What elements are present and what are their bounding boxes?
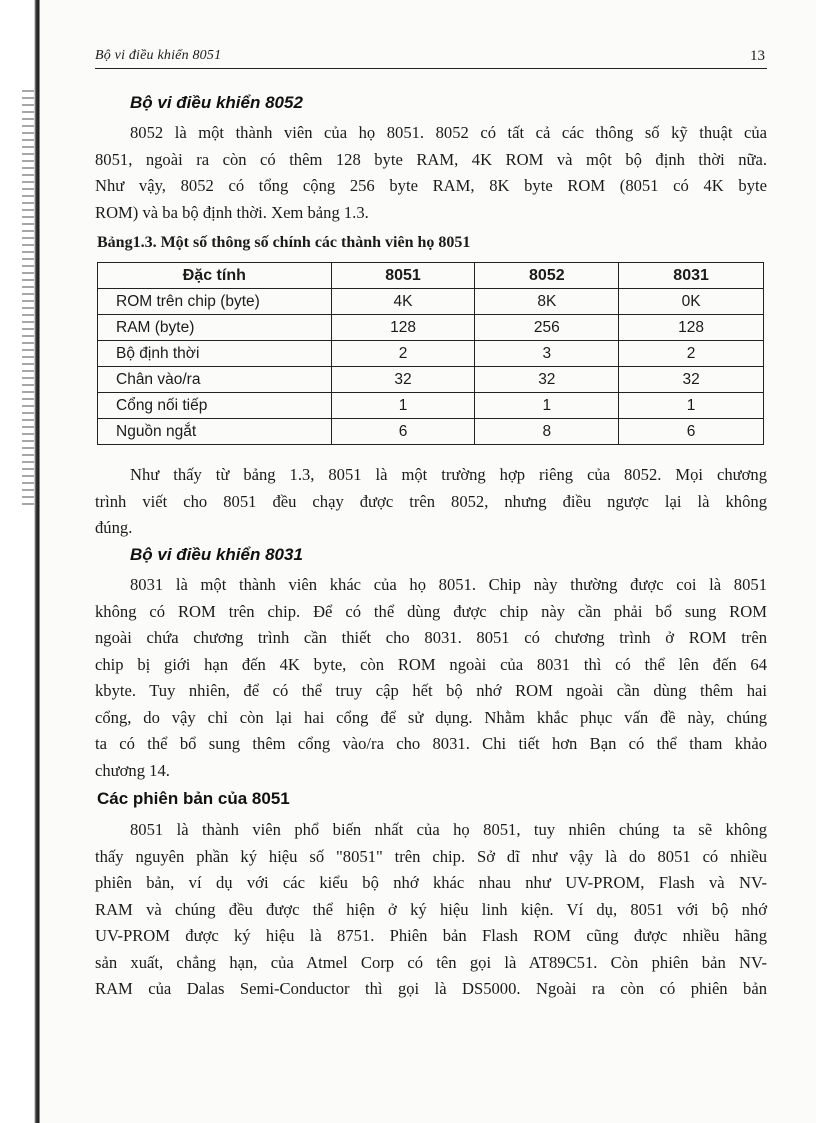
table-cell: 6: [619, 419, 764, 445]
paragraph-line: RAM và chúng đều được thể hiện ở ký hiệu linh kiện. Ví dụ, 8051 với bộ nhớ: [95, 899, 767, 919]
table-cell: 1: [331, 393, 475, 419]
table-cell: 1: [619, 393, 764, 419]
running-title: Bộ vi điều khiển 8051: [95, 48, 222, 63]
table-cell: 3: [475, 341, 619, 367]
table-cell: 128: [619, 315, 764, 341]
paragraph-8052: [95, 120, 767, 226]
paragraph-line: ta có thể bổ sung thêm cổng vào/ra cho 8031. Chi tiết hơn Bạn có thể tham khảo: [95, 734, 767, 753]
table-cell: 2: [619, 341, 764, 367]
table-cell: 0K: [619, 289, 764, 315]
paragraph-line: 8052 là một thành viên của họ 8051. 8052 có tất cả các thông số kỹ thuật của: [130, 123, 767, 142]
table-row: [98, 419, 764, 445]
paragraph-line: 8051 là thành viên phổ biến nhất của họ 8051, tuy nhiên chúng ta sẽ không: [130, 820, 767, 839]
paragraph-versions: [95, 817, 767, 1003]
paragraph-line: kbyte. Tuy nhiên, để có thể truy cập hết bộ nhớ ROM ngoài cần dùng thêm hai: [95, 681, 767, 700]
spec-table: [97, 262, 764, 445]
table-row: [98, 393, 764, 419]
table-cell: Bộ định thời: [98, 341, 332, 367]
table-header-cell: 8052: [475, 263, 619, 289]
table-cell: 256: [475, 315, 619, 341]
table-cell: Nguồn ngắt: [98, 419, 332, 445]
table-row: [98, 315, 764, 341]
table-cell: 32: [331, 367, 475, 393]
table-row: [98, 289, 764, 315]
paragraph-line: Như vậy, 8052 có tổng cộng 256 byte RAM, 8K byte ROM (8051 có 4K byte: [95, 176, 767, 195]
table-header-cell: Đặc tính: [98, 263, 332, 289]
page-number: 13: [750, 48, 765, 64]
paragraph-line: không có ROM trên chip. Để có thể dùng được chip này cần phải bổ sung ROM: [95, 601, 767, 621]
page-header: [95, 46, 767, 69]
paragraph-line: 8051, ngoài ra còn có thêm 128 byte RAM, 4K ROM và một bộ định thời nữa.: [95, 149, 767, 169]
paragraph-line: ngoài chứa chương trình cần thiết cho 8031. 8051 có chương trình ở ROM trên: [95, 628, 767, 647]
table-row: [98, 341, 764, 367]
table-cell: ROM trên chip (byte): [98, 289, 332, 315]
paragraph-line: sản xuất, chẳng hạn, của Atmel Corp có tên gọi là AT89C51. Còn phiên bản NV-: [95, 952, 767, 972]
table-cell: 32: [475, 367, 619, 393]
table-cell: 8K: [475, 289, 619, 315]
paragraph-line: chương 14.: [95, 760, 170, 780]
table-header-row: [98, 263, 764, 289]
heading-versions: Các phiên bản của 8051: [97, 789, 290, 808]
table-cell: Chân vào/ra: [98, 367, 332, 393]
table-caption: Bảng1.3. Một số thông số chính các thành viên họ 8051: [97, 234, 471, 251]
table-cell: Cổng nối tiếp: [98, 393, 332, 419]
heading-8031: Bộ vi điều khiển 8031: [130, 545, 303, 564]
heading-8052: Bộ vi điều khiển 8052: [130, 93, 303, 112]
paragraph-line: cổng, do vậy chỉ còn lại hai cổng để sử dụng. Nhằm khắc phục vấn đề này, chúng: [95, 707, 767, 727]
table-header-cell: 8031: [619, 263, 764, 289]
paragraph-line: Như thấy từ bảng 1.3, 8051 là một trường hợp riêng của 8052. Mọi chương: [130, 465, 767, 484]
table-cell: 128: [331, 315, 475, 341]
paragraph-line: phiên bản, ví dụ với các kiểu bộ nhớ khác nhau như UV-PROM, Flash và NV-: [95, 873, 767, 892]
paragraph-line: thấy nguyên phần ký hiệu số "8051" trên chip. Sở dĩ như vậy là do 8051 có nhiều: [95, 846, 767, 866]
table-cell: 6: [331, 419, 475, 445]
scan-binding-edge: [0, 0, 40, 1123]
paragraph-line: 8031 là một thành viên khác của họ 8051. Chip này thường được coi là 8051: [130, 575, 767, 594]
table-cell: 32: [619, 367, 764, 393]
table-row: [98, 367, 764, 393]
paragraph-line: UV-PROM được ký hiệu là 8751. Phiên bản Flash ROM cũng được nhiều hãng: [95, 926, 767, 945]
paragraph-line: trình viết cho 8051 đều chạy được trên 8052, nhưng điều ngược lại là không: [95, 491, 767, 511]
paragraph-line: chip bị giới hạn đến 4K byte, còn ROM ngoài của 8031 thì có thể lên đến 64: [95, 654, 767, 674]
paragraph-line: RAM của Dalas Semi-Conductor thì gọi là DS5000. Ngoài ra còn có phiên bản: [95, 979, 767, 998]
table-cell: 2: [331, 341, 475, 367]
table-cell: 8: [475, 419, 619, 445]
table-cell: RAM (byte): [98, 315, 332, 341]
paragraph-line: ROM) và ba bộ định thời. Xem bảng 1.3.: [95, 202, 369, 222]
paragraph-8031: [95, 572, 767, 784]
table-cell: 4K: [331, 289, 475, 315]
table-header-cell: 8051: [331, 263, 475, 289]
table-cell: 1: [475, 393, 619, 419]
paragraph-line: đúng.: [95, 518, 133, 537]
paragraph-after-table: [95, 462, 767, 542]
